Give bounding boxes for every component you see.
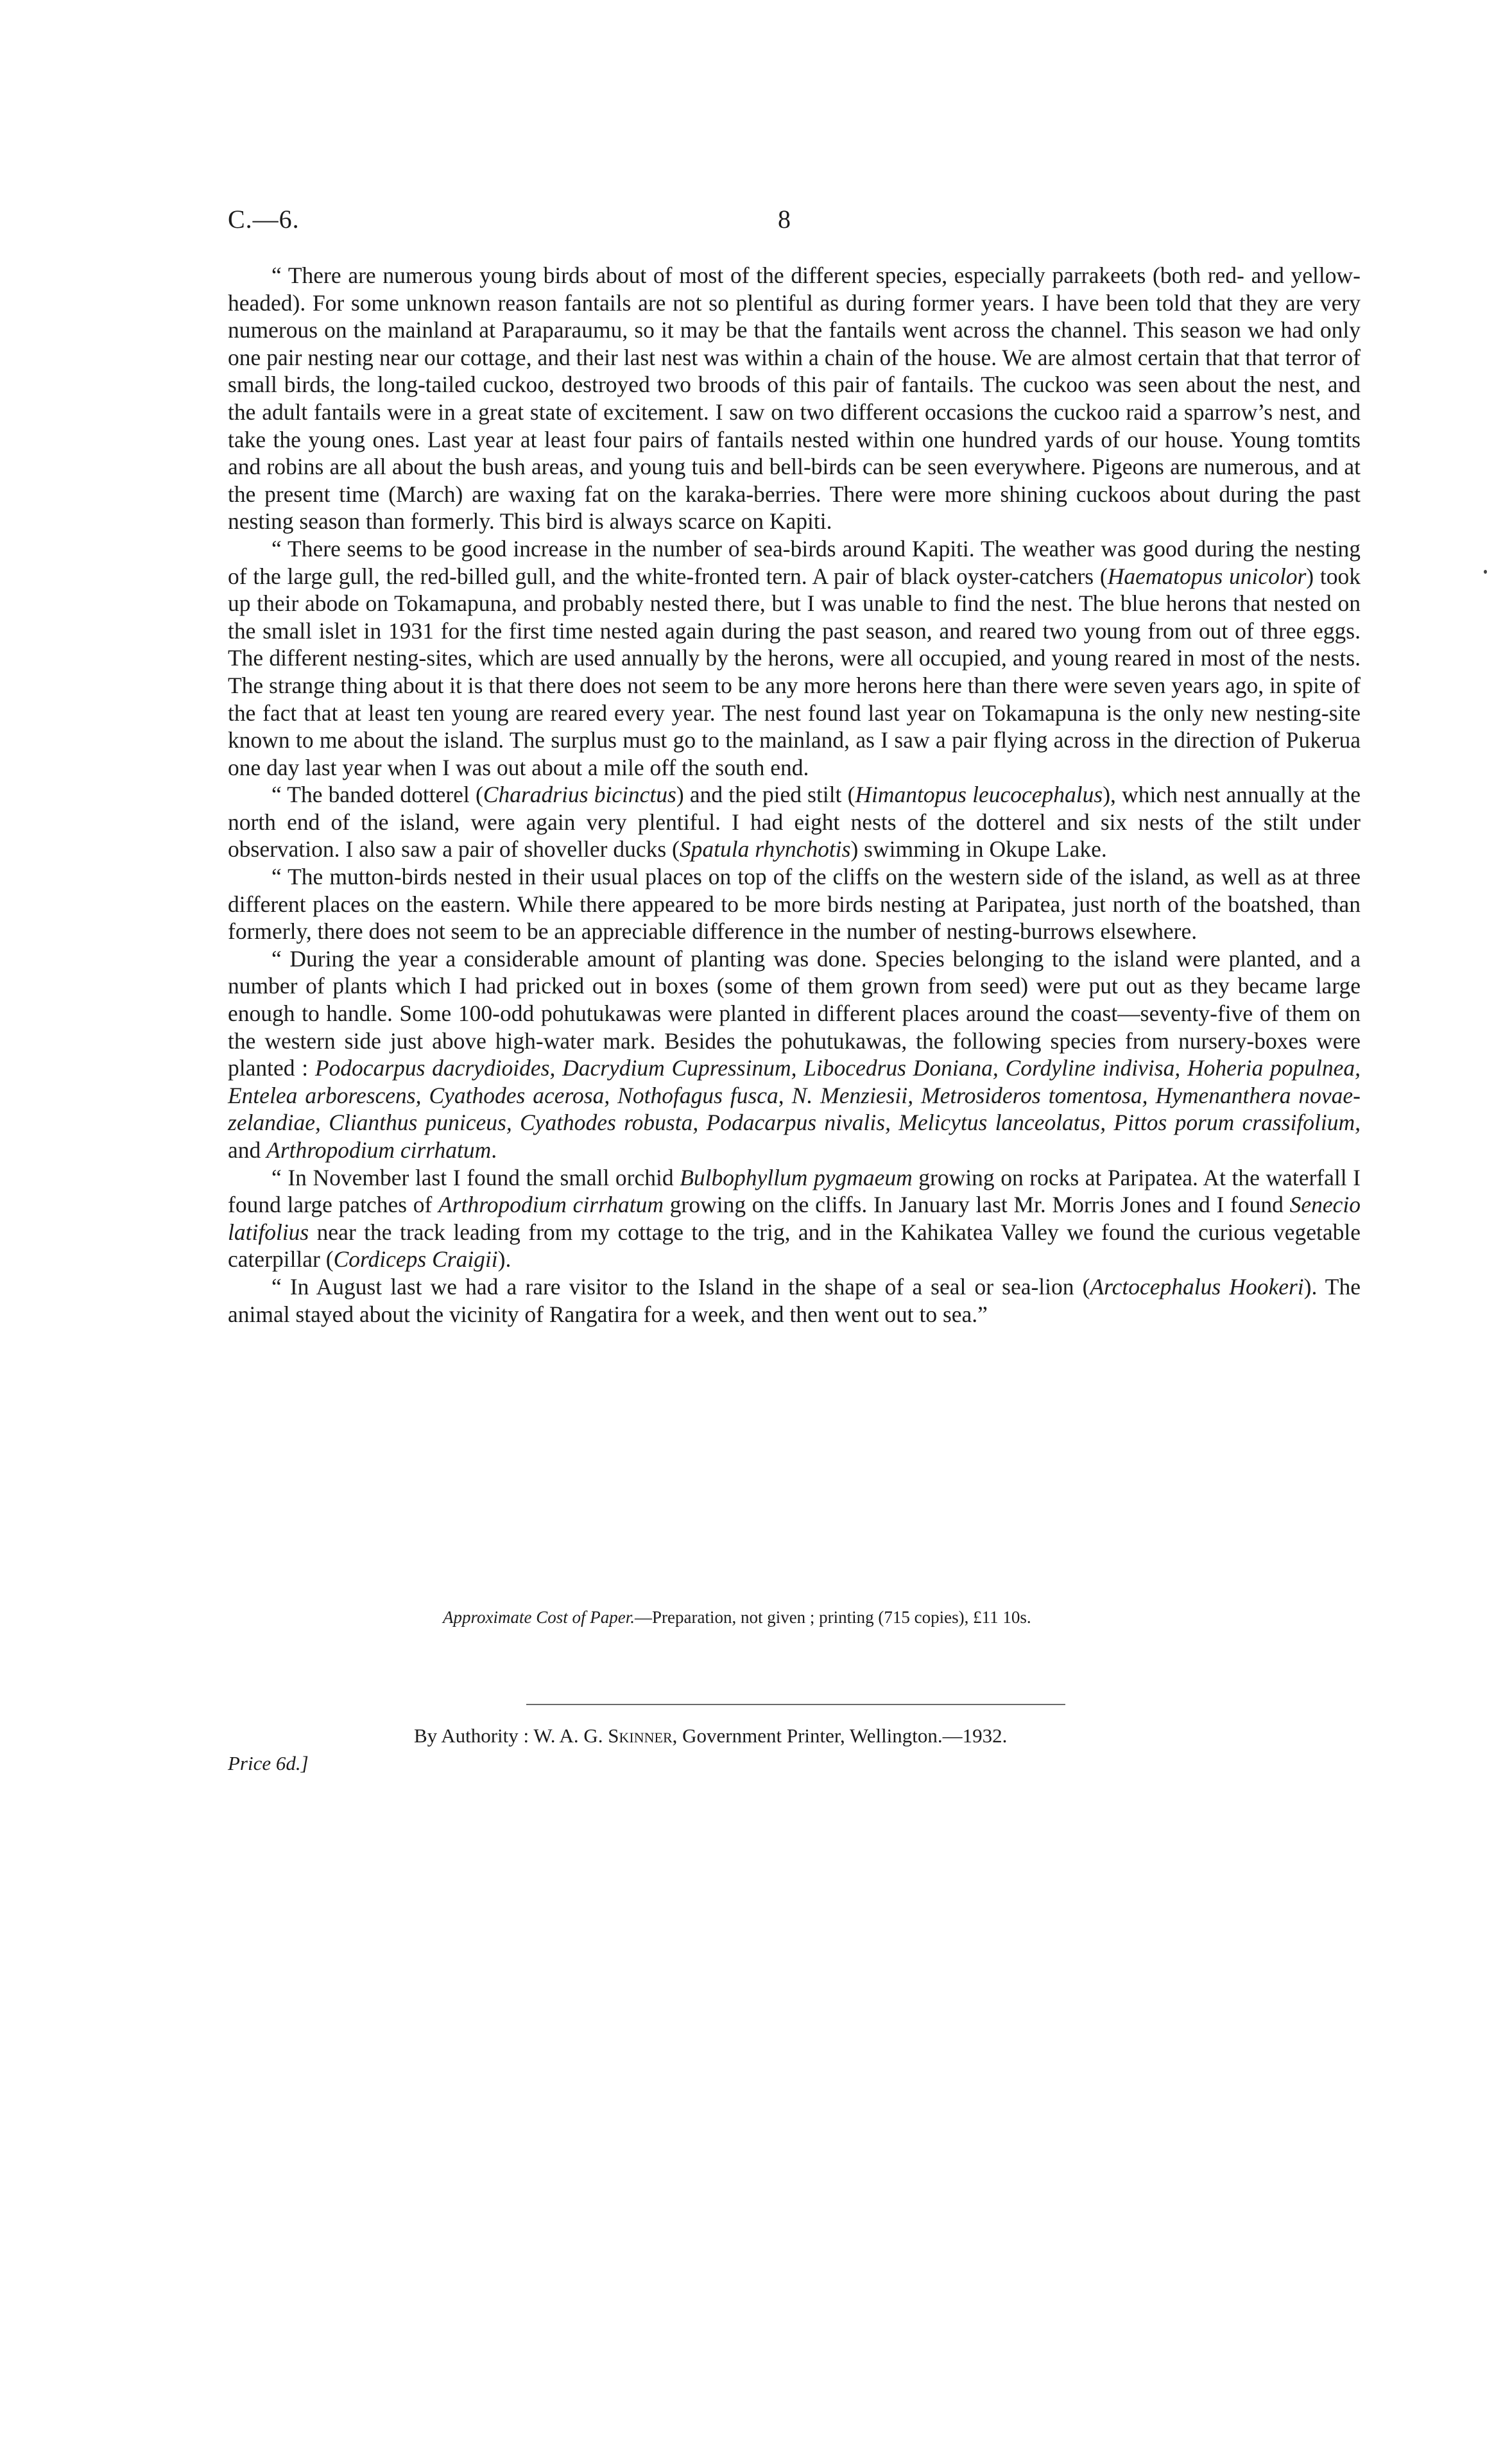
paragraph	[228, 945, 1361, 1164]
species-name: Arctocephalus Hookeri	[1090, 1273, 1304, 1300]
imprint-suffix: , Government Printer, Wellington.—1932.	[672, 1724, 1008, 1747]
paragraph-text: growing on the cliffs. In January last Mr. Morris Jones and I found	[664, 1192, 1290, 1218]
species-name: Arthropodium cirrhatum	[266, 1137, 492, 1163]
species-name: Haematopus unicolor	[1107, 563, 1307, 589]
paragraph-text: ) and the pied stilt (	[676, 782, 855, 808]
body-text	[228, 262, 1361, 1328]
species-name: Spatula rhynchotis	[679, 836, 851, 863]
species-name: Arthropodium cirrhatum	[438, 1192, 664, 1218]
paragraph	[228, 1273, 1361, 1328]
paragraph	[228, 863, 1361, 945]
cost-note-text: —Preparation, not given ; printing (715 copies), £11 10s.	[634, 1608, 1031, 1627]
paragraph-text: “ The banded dotterel (	[271, 782, 483, 808]
paragraph-text: ) swimming in Okupe Lake.	[850, 836, 1107, 863]
paragraph-text: growing on rocks at Paripatea. At the waterfall I found large patches of	[228, 1164, 1361, 1218]
paragraph-text: ), which nest annually at the north end of the island, were again very plentiful. I had eight nests of the dotterel and six nests of the stilt under observation. I also saw a pair of shoveller ducks (	[228, 782, 1361, 863]
paragraph-text: near the track leading from my cottage to the trig, and in the Kahikatea Valley we found the curious vegetable caterpillar (	[228, 1219, 1361, 1273]
paragraph	[228, 781, 1361, 863]
paragraph-text: “ In August last we had a rare visitor to the Island in the shape of a seal or sea-lion (	[271, 1273, 1090, 1300]
paragraph	[228, 1164, 1361, 1273]
species-name: Bulbophyllum pygmaeum	[680, 1164, 913, 1190]
paragraph-text: “ During the year a considerable amount of planting was done. Species belonging to the island were planted, and a number of plants which I had pricked out in boxes (some of them grown from seed) were put out as they became large enough to handle. Some 100-odd pohutukawas were planted in different places around the coast—seventy-five of them on the western side just above high-water mark. Besides the pohutukawas, the following species from nursery-boxes were planted :	[228, 945, 1361, 1081]
species-name: Cordiceps Craigii	[333, 1246, 498, 1273]
imprint-printer-name: Skinner	[608, 1724, 673, 1747]
paragraph-text: “ There seems to be good increase in the number of sea-birds around Kapiti. The weather was good during the nesting of the large gull, the red-billed gull, and the white-fronted tern. A pair of black oyster-catchers (	[228, 535, 1361, 589]
paragraph-text: .	[491, 1137, 497, 1163]
paragraph-text: “ There are numerous young birds about of most of the different species, especially parrakeets (both red- and yellow-headed). For some unknown reason fantails are not so plentiful as during former years. I have been told that they are very numerous on the mainland at Paraparaumu, so it may be that the fantails went across the channel. This season we had only one pair nesting near our cottage, and their last nest was within a chain of the house. We are almost certain that that terror of small birds, the long-tailed cuckoo, destroyed two broods of this pair of fantails. The cuckoo was seen about the nest, and the adult fantails were in a great state of excitement. I saw on two different occasions the cuckoo raid a sparrow’s nest, and take the young ones. Last year at least four pairs of fantails nested within one hundred yards of our house. Young tomtits and robins are all about the bush areas, and young tuis and bell-birds can be seen everywhere. Pigeons are numerous, and at the present time (March) are waxing fat on the karaka-berries. There were more shining cuckoos about during the past nesting season than formerly. This bird is always scarce on Kapiti.	[228, 262, 1361, 535]
printer-imprint	[414, 1724, 1007, 1747]
document-reference: C.—6.	[228, 205, 300, 234]
cost-note	[443, 1608, 1031, 1627]
paragraph-text: and	[228, 1137, 267, 1163]
paragraph-text: ) took up their abode on Tokamapuna, and probably nested there, but I was unable to find the nest. The blue herons that nested on the small islet in 1931 for the first time nested again during the past season, and reared two young from out of three eggs. The different nesting-sites, which are used annually by the herons, were all occupied, and young reared in most of the nests. The strange thing about it is that there does not seem to be any more herons here than there were seven years ago, in spite of the fact that at least ten young are reared every year. The nest found last year on Tokamapuna is the only new nesting-site known to me about the island. The surplus must go to the mainland, as I saw a pair flying across in the direction of Pukerua one day last year when I was out about a mile off the south end.	[228, 563, 1361, 780]
species-name: Podocarpus dacrydioides, Dacrydium Cupressinum, Libocedrus Doniana, Cordyline indivisa, Hoheria populnea, Entelea arborescens, Cyathodes acerosa, Nothofagus fusca, N. Menziesii, Metrosideros tomentosa, Hymenanthera novae-zelandiae, Clianthus puniceus, Cyathodes robusta, Podacarpus nivalis, Melicytus lanceolatus, Pittos porum crassifolium,	[228, 1055, 1361, 1136]
paragraph	[228, 262, 1361, 535]
species-name: Charadrius bicinctus	[483, 782, 676, 808]
paragraph-text: “ In November last I found the small orchid	[271, 1164, 680, 1190]
divider	[526, 1704, 1065, 1705]
price-note: Price 6d.]	[228, 1752, 309, 1774]
imprint-prefix: By Authority : W. A. G.	[414, 1724, 608, 1747]
stray-ink-mark	[1484, 570, 1487, 574]
paragraph-text: “ The mutton-birds nested in their usual places on top of the cliffs on the western side of the island, as well as at three different places on the eastern. While there appeared to be more birds nesting at Paripatea, just north of the boatshed, than formerly, there does not seem to be an appreciable difference in the number of nesting-burrows elsewhere.	[228, 864, 1361, 945]
species-name: Himantopus leucocephalus	[855, 782, 1103, 808]
paragraph-text: ).	[497, 1246, 511, 1273]
page-number: 8	[778, 205, 791, 234]
paragraph-text: ). The animal stayed about the vicinity of Rangatira for a week, and then went out to sea.”	[228, 1273, 1361, 1327]
cost-note-label: Approximate Cost of Paper.	[443, 1608, 635, 1627]
paragraph	[228, 535, 1361, 781]
species-name: Senecio latifolius	[228, 1192, 1361, 1245]
